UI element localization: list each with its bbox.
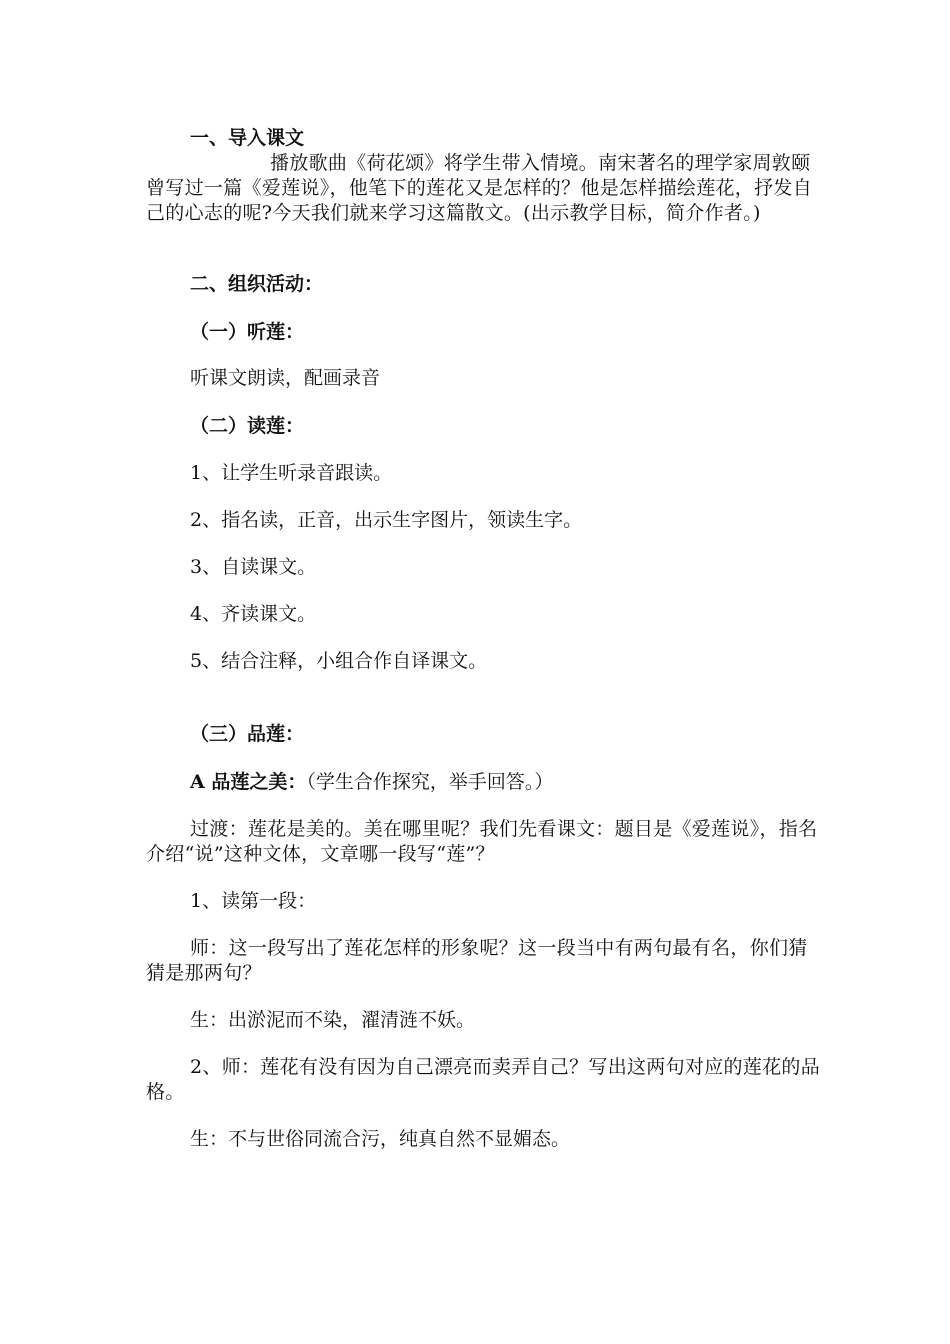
student-answer: 生：出淤泥而不染，濯清涟不妖。 bbox=[190, 1009, 476, 1031]
part2-heading: （二）读莲： bbox=[190, 415, 305, 437]
list-item: 2、指名读，正音，出示生字图片，领读生字。 bbox=[190, 509, 583, 531]
part3-subheading bbox=[190, 770, 870, 795]
list-item: 1、让学生听录音跟读。 bbox=[190, 462, 393, 484]
transition-paragraph: 过渡：莲花是美的。美在哪里呢？我们先看课文：题目是《爱莲说》，指名介绍“说”这种文体，文章哪一段写“莲”？ bbox=[146, 818, 818, 865]
list-item: 3、自读课文。 bbox=[190, 556, 317, 578]
teacher-question: 师：这一段写出了莲花怎样的形象呢？这一段当中有两句最有名，你们猜猜是那两句？ bbox=[146, 937, 808, 984]
list-item: 5、结合注释，小组合作自译课文。 bbox=[190, 650, 488, 672]
part3-subheading-label: A 品莲之美： bbox=[190, 771, 307, 793]
step1-text: 1、读第一段： bbox=[190, 890, 317, 912]
student-answer: 生：不与世俗同流合污，纯真自然不显媚态。 bbox=[190, 1128, 571, 1150]
list-item: 4、齐读课文。 bbox=[190, 603, 317, 625]
step2-question: 2、师：莲花有没有因为自己漂亮而卖弄自己？写出这两句对应的莲花的品格。 bbox=[146, 1056, 820, 1103]
intro-paragraph: 播放歌曲《荷花颂》将学生带入情境。南宋著名的理学家周敦颐曾写过一篇《爱莲说》，他笔下的莲花又是怎样的？他是怎样描绘莲花，抒发自己的心志的呢?今天我们就来学习这篇散文。(出示教学目标，简介作者。) bbox=[146, 152, 813, 224]
part3-heading: （三）品莲： bbox=[190, 723, 305, 745]
part1-heading: （一）听莲： bbox=[190, 321, 305, 343]
section2-heading: 二、组织活动： bbox=[190, 273, 324, 295]
part3-subheading-note: （学生合作探究，举手回答。） bbox=[306, 771, 554, 793]
section1-heading: 一、导入课文 bbox=[190, 127, 305, 149]
part1-text: 听课文朗读，配画录音 bbox=[190, 367, 381, 389]
